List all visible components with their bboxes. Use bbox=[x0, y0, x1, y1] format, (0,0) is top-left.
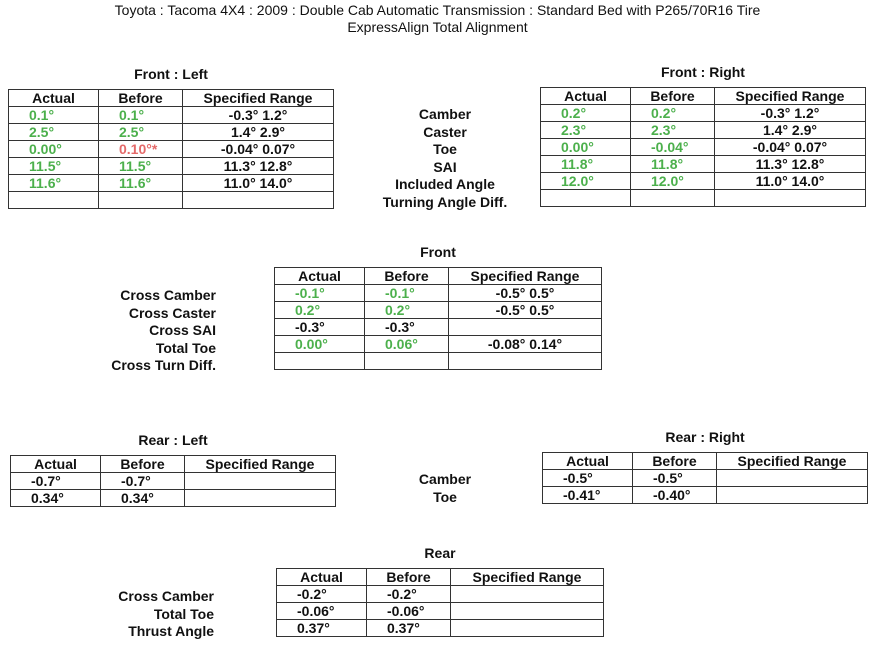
rear-left-table bbox=[10, 455, 336, 507]
label-caster: Caster bbox=[423, 123, 467, 140]
label-cross-sai: Cross SAI bbox=[149, 322, 216, 338]
range-cell bbox=[717, 470, 868, 487]
range-cell: 1.4° 2.9° bbox=[715, 122, 866, 139]
actual-cell: 11.8° bbox=[541, 156, 631, 173]
col-before: Before bbox=[99, 90, 183, 107]
range-cell: 11.0° 14.0° bbox=[183, 175, 334, 192]
col-before: Before bbox=[367, 569, 451, 586]
before-cell bbox=[365, 353, 449, 370]
actual-cell: 11.5° bbox=[9, 158, 99, 175]
col-actual: Actual bbox=[275, 268, 365, 285]
col-before: Before bbox=[365, 268, 449, 285]
label-camber: Camber bbox=[418, 106, 472, 122]
table-row bbox=[275, 302, 602, 319]
actual-cell bbox=[541, 190, 631, 207]
table-row bbox=[541, 122, 866, 139]
range-cell: 11.0° 14.0° bbox=[715, 173, 866, 190]
before-cell: 2.3° bbox=[631, 122, 715, 139]
front-cross-table bbox=[274, 267, 602, 370]
range-cell bbox=[449, 319, 602, 336]
rear-measure-labels bbox=[395, 471, 495, 506]
table-row bbox=[275, 353, 602, 370]
actual-cell: 0.00° bbox=[9, 141, 99, 158]
label-rear-total-toe: Total Toe bbox=[153, 605, 214, 622]
range-cell: -0.08° 0.14° bbox=[449, 336, 602, 353]
before-cell: 0.37° bbox=[367, 620, 451, 637]
before-cell: -0.2° bbox=[367, 586, 451, 603]
before-cell: 0.06° bbox=[365, 336, 449, 353]
front-cross-labels bbox=[86, 287, 216, 375]
table-header-row bbox=[277, 569, 604, 586]
table-row bbox=[277, 620, 604, 637]
before-cell: 11.6° bbox=[99, 175, 183, 192]
table-header-row bbox=[11, 456, 336, 473]
table-row bbox=[9, 141, 334, 158]
label-included-angle: Included Angle bbox=[395, 176, 495, 192]
range-cell: -0.5° 0.5° bbox=[449, 285, 602, 302]
col-actual: Actual bbox=[11, 456, 101, 473]
col-before: Before bbox=[631, 88, 715, 105]
table-row bbox=[541, 139, 866, 156]
range-cell bbox=[451, 586, 604, 603]
before-cell bbox=[631, 190, 715, 207]
range-cell: 11.3° 12.8° bbox=[715, 156, 866, 173]
front-title: Front bbox=[420, 244, 456, 260]
label-rear-toe: Toe bbox=[433, 488, 457, 505]
col-range: Specified Range bbox=[715, 88, 866, 105]
actual-cell: 12.0° bbox=[541, 173, 631, 190]
col-before: Before bbox=[633, 453, 717, 470]
actual-cell: -0.2° bbox=[277, 586, 367, 603]
table-row bbox=[275, 285, 602, 302]
front-left-table bbox=[8, 89, 334, 209]
front-right-table bbox=[540, 87, 866, 207]
range-cell bbox=[717, 487, 868, 504]
table-row bbox=[541, 190, 866, 207]
table-row bbox=[9, 124, 334, 141]
front-measure-labels bbox=[362, 106, 528, 211]
range-cell bbox=[715, 190, 866, 207]
report-title: ExpressAlign Total Alignment bbox=[347, 19, 528, 35]
range-cell: -0.04° 0.07° bbox=[183, 141, 334, 158]
col-range: Specified Range bbox=[717, 453, 868, 470]
actual-cell: 0.00° bbox=[275, 336, 365, 353]
range-cell: 1.4° 2.9° bbox=[183, 124, 334, 141]
actual-cell: 0.37° bbox=[277, 620, 367, 637]
before-cell: 11.8° bbox=[631, 156, 715, 173]
actual-cell: -0.41° bbox=[543, 487, 633, 504]
table-header-row bbox=[541, 88, 866, 105]
label-toe: Toe bbox=[433, 141, 457, 157]
col-actual: Actual bbox=[543, 453, 633, 470]
rear-cross-labels bbox=[94, 588, 214, 641]
before-cell: 0.1° bbox=[99, 107, 183, 124]
label-cross-camber: Cross Camber bbox=[120, 287, 216, 303]
col-range: Specified Range bbox=[451, 569, 604, 586]
before-cell: 0.34° bbox=[101, 490, 185, 507]
actual-cell: -0.5° bbox=[543, 470, 633, 487]
actual-cell: -0.06° bbox=[277, 603, 367, 620]
table-row bbox=[9, 158, 334, 175]
label-turning-angle-diff: Turning Angle Diff. bbox=[382, 193, 508, 210]
actual-cell: 2.5° bbox=[9, 124, 99, 141]
table-row bbox=[277, 603, 604, 620]
table-row bbox=[541, 105, 866, 122]
rear-title: Rear bbox=[424, 545, 456, 561]
col-range: Specified Range bbox=[185, 456, 336, 473]
table-row bbox=[275, 336, 602, 353]
actual-cell: 0.1° bbox=[9, 107, 99, 124]
table-row bbox=[541, 156, 866, 173]
before-cell: 12.0° bbox=[631, 173, 715, 190]
range-cell: -0.3° 1.2° bbox=[715, 105, 866, 122]
actual-cell: 0.34° bbox=[11, 490, 101, 507]
range-cell: 11.3° 12.8° bbox=[183, 158, 334, 175]
actual-cell: -0.7° bbox=[11, 473, 101, 490]
table-row bbox=[9, 107, 334, 124]
col-actual: Actual bbox=[541, 88, 631, 105]
table-row bbox=[11, 490, 336, 507]
table-header-row bbox=[543, 453, 868, 470]
table-header-row bbox=[275, 268, 602, 285]
before-cell: 2.5° bbox=[99, 124, 183, 141]
range-cell bbox=[185, 490, 336, 507]
col-range: Specified Range bbox=[449, 268, 602, 285]
before-cell: -0.5° bbox=[633, 470, 717, 487]
report-header bbox=[0, 2, 875, 36]
label-thrust-angle: Thrust Angle bbox=[128, 623, 214, 639]
table-header-row bbox=[9, 90, 334, 107]
col-actual: Actual bbox=[277, 569, 367, 586]
actual-cell bbox=[275, 353, 365, 370]
rear-right-table bbox=[542, 452, 868, 504]
range-cell bbox=[449, 353, 602, 370]
before-cell: -0.06° bbox=[367, 603, 451, 620]
col-before: Before bbox=[101, 456, 185, 473]
range-cell: -0.3° 1.2° bbox=[183, 107, 334, 124]
table-row bbox=[275, 319, 602, 336]
front-right-title: Front : Right bbox=[661, 64, 745, 80]
rear-right-title: Rear : Right bbox=[665, 429, 745, 445]
actual-cell: 0.00° bbox=[541, 139, 631, 156]
table-row bbox=[277, 586, 604, 603]
vehicle-title: Toyota : Tacoma 4X4 : 2009 : Double Cab Automatic Transmission : Standard Bed with P265/70R16 Tire bbox=[114, 2, 761, 18]
before-cell bbox=[99, 192, 183, 209]
actual-cell: -0.1° bbox=[275, 285, 365, 302]
table-row bbox=[541, 173, 866, 190]
actual-cell: -0.3° bbox=[275, 319, 365, 336]
range-cell bbox=[451, 603, 604, 620]
range-cell bbox=[183, 192, 334, 209]
label-cross-turn-diff: Cross Turn Diff. bbox=[111, 357, 216, 373]
before-cell: -0.1° bbox=[365, 285, 449, 302]
col-range: Specified Range bbox=[183, 90, 334, 107]
before-cell: 0.10°* bbox=[99, 141, 183, 158]
range-cell bbox=[451, 620, 604, 637]
before-cell: -0.7° bbox=[101, 473, 185, 490]
range-cell: -0.04° 0.07° bbox=[715, 139, 866, 156]
label-total-toe: Total Toe bbox=[155, 339, 216, 356]
before-cell: 0.2° bbox=[631, 105, 715, 122]
table-row bbox=[11, 473, 336, 490]
before-cell: -0.3° bbox=[365, 319, 449, 336]
before-cell: -0.04° bbox=[631, 139, 715, 156]
table-row bbox=[543, 487, 868, 504]
actual-cell bbox=[9, 192, 99, 209]
label-rear-cross-camber: Cross Camber bbox=[118, 588, 214, 604]
before-cell: -0.40° bbox=[633, 487, 717, 504]
rear-cross-table bbox=[276, 568, 604, 637]
actual-cell: 0.2° bbox=[275, 302, 365, 319]
actual-cell: 11.6° bbox=[9, 175, 99, 192]
table-row bbox=[9, 175, 334, 192]
rear-left-title: Rear : Left bbox=[138, 432, 208, 448]
actual-cell: 0.2° bbox=[541, 105, 631, 122]
range-cell: -0.5° 0.5° bbox=[449, 302, 602, 319]
actual-cell: 2.3° bbox=[541, 122, 631, 139]
label-cross-caster: Cross Caster bbox=[128, 304, 216, 321]
front-left-title: Front : Left bbox=[134, 66, 208, 82]
table-row bbox=[9, 192, 334, 209]
range-cell bbox=[185, 473, 336, 490]
before-cell: 11.5° bbox=[99, 158, 183, 175]
label-rear-camber: Camber bbox=[418, 471, 472, 487]
before-cell: 0.2° bbox=[365, 302, 449, 319]
col-actual: Actual bbox=[9, 90, 99, 107]
label-sai: SAI bbox=[433, 158, 457, 175]
table-row bbox=[543, 470, 868, 487]
